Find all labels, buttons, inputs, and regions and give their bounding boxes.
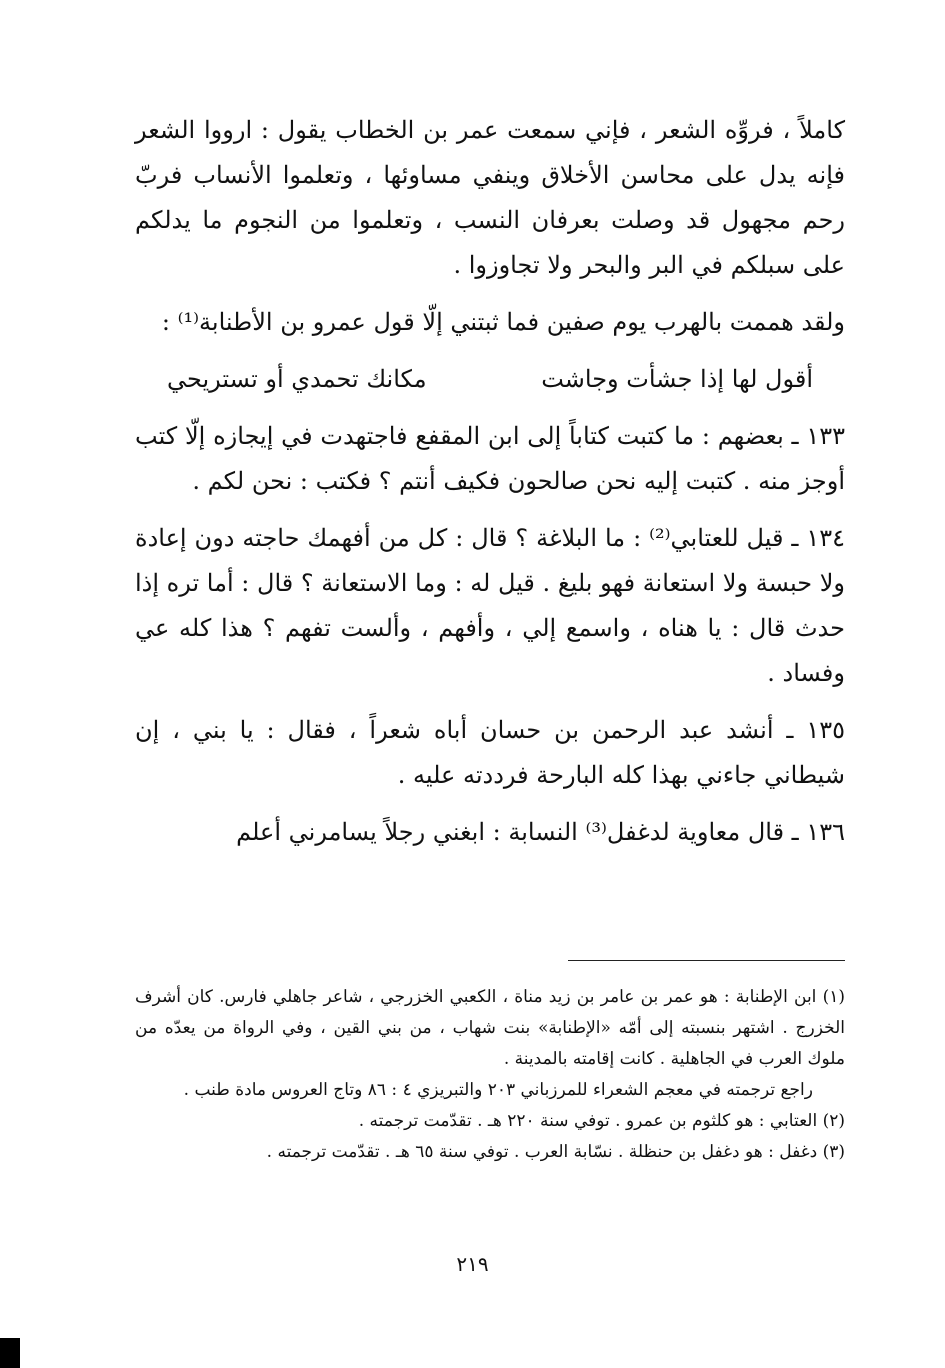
footnote-1: (١) ابن الإطنابة : هو عمر بن عامر بن زيد مناة ، الكعبي الخزرجي ، شاعر جاهلي فارس. كان أشرف الخزرج . اشتهر بنسبته إلى أمّه «الإطنابة» بنت شهاب ، من بني القين ، وفي الرواة من يعدّه من ملوك العرب في الجاهلية . كانت إقامته بالمدينة .	[135, 987, 845, 1069]
footnote-separator	[568, 960, 845, 961]
paragraph-136: ١٣٦ ـ قال معاوية لدغفل⁽³⁾ النسابة : ابغني رجلاً يسامرني أعلم	[236, 818, 845, 846]
paragraph-1: كاملاً ، فروِّه الشعر ، فإني سمعت عمر بن الخطاب يقول : ارووا الشعر فإنه يدل على محاسن الأخلاق وينفي مساوئها ، وتعلموا الأنساب فربّ رحم مجهول قد وصلت بعرفان النسب ، وتعلموا من النجوم ما يدلكم على سبلكم في البر والبحر ولا تجاوزوا .	[135, 116, 845, 279]
poem-hemistich-left: مكانك تحمدي أو تستريحي	[167, 365, 427, 393]
footnote-2: (٢) العتابي : هو كلثوم بن عمرو . توفي سنة ٢٢٠ هـ . تقدّمت ترجمته .	[358, 1111, 845, 1131]
footnote-3: (٣) دغفل : هو دغفل بن حنظلة . نسّابة العرب . توفي سنة ٦٥ هـ . تقدّمت ترجمته .	[266, 1142, 845, 1162]
paragraph-2: ولقد هممت بالهرب يوم صفين فما ثبتني إلّا قول عمرو بن الأطنابة⁽¹⁾ :	[161, 308, 845, 336]
page-number: ٢١٩	[456, 1252, 489, 1276]
scan-edge-mark	[0, 1338, 20, 1368]
paragraph-135: ١٣٥ ـ أنشد عبد الرحمن بن حسان أباه شعراً ، فقال : يا بني ، إن شيطاني جاءني بهذا كله البارحة فرددته عليه .	[135, 716, 845, 789]
poem-verse	[135, 357, 845, 402]
paragraph-134: ١٣٤ ـ قيل للعتابي⁽²⁾ : ما البلاغة ؟ قال : كل من أفهمك حاجته دون إعادة ولا حبسة ولا استعانة فهو بليغ . قيل له : وما الاستعانة ؟ قال : أما تره إذا حدث قال : يا هناه ، واسمع إلي ، وأفهم ، وألست تفهم ؟ هذا كله عي وفساد .	[135, 524, 845, 687]
poem-hemistich-right: أقول لها إذا جشأت وجاشت	[541, 365, 813, 393]
footnote-1-reference: راجع ترجمته في معجم الشعراء للمرزباني ٢٠٣ والتبريزي ٤ : ٨٦ وتاج العروس مادة طنب .	[183, 1080, 813, 1100]
footnotes	[135, 982, 845, 1168]
main-text	[135, 108, 845, 867]
paragraph-133: ١٣٣ ـ بعضهم : ما كتبت كتاباً إلى ابن المقفع فاجتهدت في إيجازه إلّا كتب أوجز منه . كتبت إليه نحن صالحون فكيف أنتم ؟ فكتب : نحن لكم .	[135, 422, 845, 495]
